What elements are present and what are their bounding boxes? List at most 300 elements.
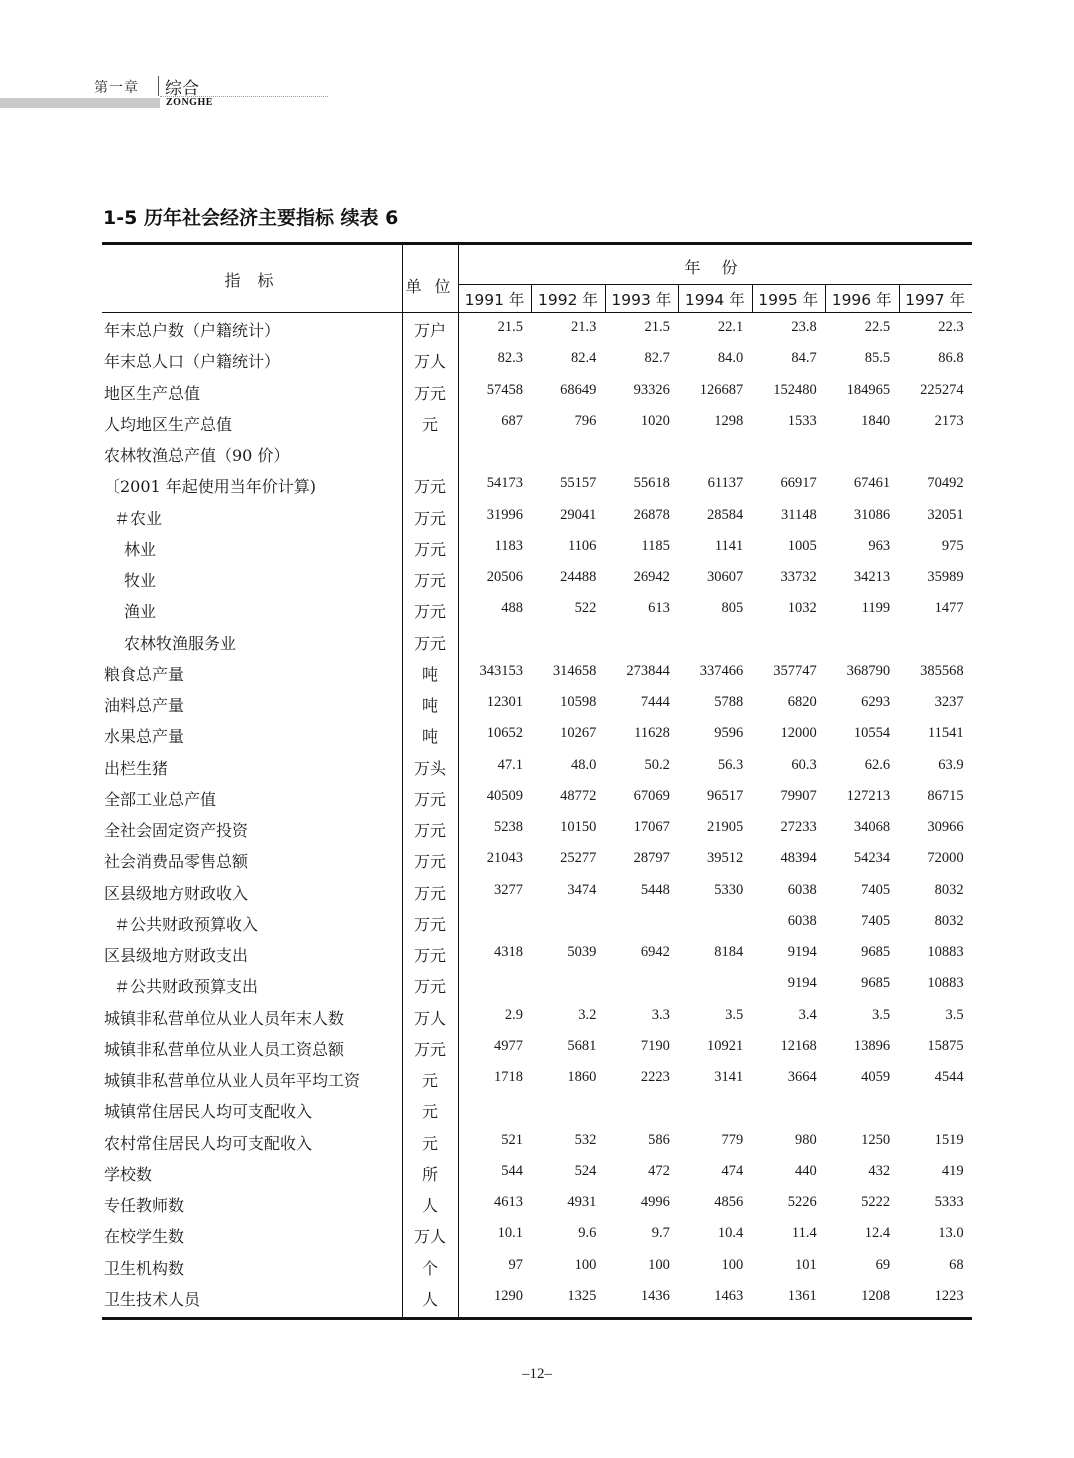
row-value: 6293 (861, 694, 891, 710)
row-value: 975 (941, 537, 964, 554)
row-unit: 万元 (413, 852, 446, 872)
row-value: 3.5 (945, 1006, 964, 1023)
row-value: 47.1 (497, 756, 523, 773)
table-row (102, 1282, 972, 1313)
row-value: 4931 (567, 1194, 597, 1210)
row-value: 10883 (927, 975, 964, 992)
row-unit: 万元 (413, 914, 446, 934)
row-indicator: 农林牧渔服务业 (124, 633, 237, 653)
row-value: 3277 (494, 881, 523, 898)
row-indicator: 年末总人口（户籍统计） (104, 352, 281, 372)
row-value: 532 (574, 1131, 597, 1148)
row-value: 613 (648, 600, 670, 617)
row-value: 5333 (934, 1194, 964, 1210)
row-indicator: ＃公共财政预算支出 (114, 977, 259, 997)
row-unit: 人 (421, 1289, 438, 1309)
table-row (102, 313, 972, 344)
row-value: 687 (501, 412, 523, 429)
row-value: 1199 (861, 600, 891, 617)
row-indicator: 区县级地方财政支出 (104, 946, 249, 965)
table-body (102, 313, 972, 1313)
row-value: 57458 (486, 381, 523, 398)
row-value: 6942 (640, 944, 670, 960)
row-value: 1477 (934, 600, 964, 617)
row-value: 79907 (780, 787, 817, 804)
row-unit: 元 (421, 1102, 438, 1122)
row-value: 6038 (787, 912, 817, 929)
row-unit: 吨 (421, 696, 438, 715)
row-value: 4544 (934, 1069, 964, 1085)
table-row (102, 1001, 972, 1032)
table-row (102, 594, 972, 625)
row-indicator: 〔2001 年起使用当年价计算) (104, 477, 317, 497)
row-value: 1208 (861, 1287, 891, 1304)
row-unit: 元 (421, 1133, 438, 1153)
row-value: 5330 (714, 881, 744, 898)
row-value: 22.3 (938, 319, 964, 335)
row-value: 97 (508, 1256, 523, 1273)
row-value: 85.5 (864, 350, 891, 367)
row-value: 524 (574, 1162, 597, 1179)
row-value: 2223 (640, 1069, 670, 1085)
year-header-cell: 1993 年 (611, 291, 672, 309)
row-value: 1361 (787, 1287, 817, 1304)
row-value: 24488 (560, 569, 597, 585)
row-value: 385568 (920, 662, 964, 679)
row-value: 60.3 (791, 756, 817, 773)
row-indicator: 卫生机构数 (104, 1258, 185, 1278)
row-value: 25277 (560, 850, 597, 867)
row-value: 3141 (714, 1069, 744, 1085)
row-value: 521 (501, 1131, 523, 1148)
row-value: 72000 (927, 850, 964, 867)
row-value: 5788 (714, 694, 744, 710)
row-value: 26942 (633, 569, 670, 585)
row-value: 9685 (861, 944, 891, 960)
row-value: 4613 (494, 1194, 523, 1210)
row-value: 66917 (780, 475, 817, 492)
row-value: 61137 (707, 475, 744, 492)
table-row (102, 501, 972, 532)
row-unit: 人 (421, 1196, 438, 1215)
row-indicator: ＃公共财政预算收入 (114, 914, 259, 934)
row-value: 127213 (846, 787, 891, 804)
row-value: 68 (949, 1256, 964, 1273)
row-indicator: 城镇非私营单位从业人员年末人数 (104, 1008, 345, 1028)
row-value: 55618 (633, 475, 670, 492)
row-value: 82.4 (571, 350, 597, 367)
row-value: 68649 (560, 381, 597, 398)
table-row (102, 813, 972, 844)
row-unit: 万人 (413, 1227, 446, 1247)
page-number: –12– (522, 1366, 552, 1382)
year-header-cell: 1996 年 (831, 291, 892, 309)
row-indicator: 油料总产量 (104, 696, 185, 715)
row-unit: 万元 (413, 539, 446, 559)
row-value: 27233 (780, 819, 817, 835)
row-value: 796 (574, 412, 597, 429)
row-value: 4059 (861, 1069, 891, 1085)
header-unit: 单 位 (405, 277, 455, 296)
row-unit: 万元 (413, 789, 446, 809)
row-unit: 万元 (413, 383, 446, 403)
table-row (102, 407, 972, 438)
year-divider (825, 284, 826, 312)
row-unit: 万元 (413, 508, 446, 528)
row-value: 22.5 (864, 319, 891, 335)
row-value: 7405 (861, 912, 891, 929)
row-value: 56.3 (717, 756, 744, 773)
row-indicator: 城镇非私营单位从业人员工资总额 (104, 1039, 345, 1059)
row-indicator: 牧业 (124, 571, 157, 590)
row-value: 8184 (714, 944, 744, 960)
year-header-cell: 1992 年 (537, 291, 598, 309)
row-value: 9596 (714, 725, 744, 742)
row-unit: 万户 (413, 321, 446, 340)
row-value: 34213 (853, 569, 891, 585)
row-value: 3.5 (725, 1006, 744, 1023)
row-value: 4318 (494, 944, 523, 960)
row-value: 1183 (494, 537, 523, 554)
table-title: 1-5 历年社会经济主要指标 续表 6 (103, 207, 399, 229)
year-divider (605, 284, 606, 312)
row-value: 29041 (560, 506, 597, 523)
table-row (102, 1126, 972, 1157)
table-row (102, 844, 972, 875)
row-value: 1463 (714, 1287, 744, 1304)
row-value: 1032 (787, 600, 817, 617)
row-indicator: ＃农业 (114, 508, 163, 528)
row-indicator: 社会消费品零售总额 (104, 852, 249, 872)
row-value: 10267 (560, 725, 597, 742)
row-indicator: 区县级地方财政收入 (104, 883, 249, 903)
row-unit: 万元 (413, 883, 446, 903)
row-indicator: 卫生技术人员 (104, 1289, 201, 1309)
year-header-cell: 1995 年 (758, 291, 819, 309)
row-value: 54173 (486, 475, 523, 492)
row-value: 101 (794, 1256, 817, 1273)
row-unit: 万元 (413, 1039, 446, 1059)
row-value: 357747 (773, 662, 817, 679)
row-unit: 万元 (413, 946, 446, 965)
row-unit: 吨 (421, 664, 438, 684)
row-value: 4996 (640, 1194, 670, 1210)
row-value: 7405 (861, 881, 891, 898)
row-value: 10652 (486, 725, 523, 742)
row-value: 10554 (853, 725, 891, 742)
row-value: 9.7 (651, 1225, 670, 1242)
row-value: 11541 (927, 725, 964, 742)
row-value: 3237 (934, 694, 964, 710)
row-value: 3.4 (798, 1006, 817, 1023)
row-value: 63.9 (938, 756, 964, 773)
table-row (102, 563, 972, 594)
row-indicator: 林业 (124, 539, 157, 559)
row-value: 3.5 (872, 1006, 891, 1023)
table-top-rule (102, 242, 972, 245)
row-value: 5039 (567, 944, 597, 960)
row-value: 6038 (787, 881, 817, 898)
year-divider (678, 284, 679, 312)
row-value: 1298 (714, 412, 744, 429)
row-value: 1519 (934, 1131, 964, 1148)
row-value: 273844 (626, 662, 670, 679)
row-value: 9194 (787, 975, 817, 992)
year-divider (899, 284, 900, 312)
chapter-badge: 第一章 (94, 80, 139, 96)
year-divider (531, 284, 532, 312)
row-value: 8032 (934, 912, 964, 929)
row-value: 96517 (707, 787, 744, 804)
row-unit: 万元 (413, 571, 446, 590)
header-separator (158, 76, 159, 96)
row-unit: 万元 (413, 821, 446, 840)
row-value: 67461 (853, 475, 891, 492)
row-value: 544 (501, 1162, 523, 1179)
row-value: 4977 (494, 1037, 523, 1054)
year-header-cell: 1997 年 (905, 291, 966, 309)
row-value: 3474 (567, 881, 597, 898)
year-header-rule (458, 284, 972, 285)
row-value: 82.7 (644, 350, 670, 367)
row-value: 31086 (853, 506, 891, 523)
row-value: 30607 (707, 569, 744, 585)
row-value: 1106 (567, 537, 597, 554)
row-value: 343153 (479, 662, 523, 679)
row-value: 26878 (633, 506, 670, 523)
row-indicator: 渔业 (124, 602, 157, 622)
row-unit: 万人 (413, 1008, 446, 1028)
row-value: 474 (721, 1162, 744, 1179)
row-unit: 元 (421, 414, 438, 434)
row-value: 32051 (927, 506, 964, 523)
row-value: 5226 (787, 1194, 817, 1210)
row-value: 5222 (861, 1194, 891, 1210)
table-row (102, 344, 972, 375)
row-value: 1860 (567, 1069, 597, 1085)
row-indicator: 农林牧渔总产值（90 价） (104, 446, 290, 465)
row-value: 28584 (707, 506, 744, 523)
row-unit: 万头 (413, 758, 446, 778)
row-indicator: 全社会固定资产投资 (104, 821, 249, 840)
row-value: 337466 (699, 662, 744, 679)
year-divider (752, 284, 753, 312)
table-row (102, 969, 972, 1000)
row-value: 12301 (486, 694, 523, 710)
row-value: 1436 (640, 1287, 670, 1304)
row-value: 368790 (846, 662, 891, 679)
row-value: 9685 (861, 975, 891, 992)
table-row (102, 657, 972, 688)
row-indicator: 粮食总产量 (104, 664, 185, 684)
row-value: 13896 (853, 1037, 891, 1054)
row-value: 980 (794, 1131, 817, 1148)
row-value: 100 (721, 1256, 744, 1273)
row-value: 5448 (640, 881, 670, 898)
table-row (102, 782, 972, 813)
row-value: 2173 (934, 412, 964, 429)
table-row (102, 938, 972, 969)
row-value: 31996 (486, 506, 523, 523)
row-value: 10921 (707, 1037, 744, 1054)
row-value: 21905 (707, 819, 744, 835)
table-row (102, 1157, 972, 1188)
row-value: 23.8 (791, 319, 817, 335)
row-value: 70492 (927, 475, 964, 492)
row-value: 472 (648, 1162, 670, 1179)
row-value: 779 (721, 1131, 744, 1148)
row-value: 522 (574, 600, 597, 617)
row-value: 100 (648, 1256, 670, 1273)
row-value: 67069 (633, 787, 670, 804)
row-indicator: 出栏生猪 (104, 758, 169, 778)
row-unit: 个 (421, 1258, 438, 1278)
row-value: 3.2 (578, 1006, 597, 1023)
table-row (102, 751, 972, 782)
row-value: 1020 (640, 412, 670, 429)
table-row (102, 376, 972, 407)
row-value: 21.3 (571, 319, 597, 335)
row-value: 1250 (861, 1131, 891, 1148)
row-indicator: 在校学生数 (104, 1227, 185, 1247)
row-value: 805 (721, 600, 744, 617)
header-year-group: 年 份 (684, 258, 746, 277)
row-unit: 万人 (413, 352, 446, 372)
table-row (102, 688, 972, 719)
row-value: 10.4 (717, 1225, 744, 1242)
row-value: 586 (648, 1131, 670, 1148)
row-value: 54234 (853, 850, 891, 867)
row-value: 48772 (560, 787, 597, 804)
row-value: 4856 (714, 1194, 744, 1210)
table-row (102, 1063, 972, 1094)
row-unit: 吨 (421, 727, 438, 747)
row-value: 17067 (633, 819, 670, 835)
row-unit: 万元 (413, 633, 446, 653)
year-header-cell: 1991 年 (464, 291, 525, 309)
row-indicator: 水果总产量 (104, 727, 185, 747)
row-value: 1185 (641, 537, 670, 554)
row-value: 1325 (567, 1287, 597, 1304)
table-row (102, 1188, 972, 1219)
row-value: 39512 (707, 850, 744, 867)
row-unit: 万元 (413, 602, 446, 622)
row-value: 12000 (780, 725, 817, 742)
row-value: 34068 (853, 819, 891, 835)
header-indicator: 指 标 (224, 271, 280, 290)
row-value: 225274 (920, 381, 964, 398)
row-value: 48394 (780, 850, 817, 867)
row-value: 7444 (640, 694, 670, 710)
row-value: 15875 (927, 1037, 964, 1054)
row-value: 21.5 (644, 319, 670, 335)
row-unit: 万元 (413, 977, 446, 997)
row-value: 21043 (486, 850, 523, 867)
table-row (102, 876, 972, 907)
row-value: 10598 (560, 694, 597, 710)
row-value: 1290 (494, 1287, 523, 1304)
row-value: 152480 (773, 381, 817, 398)
row-value: 440 (794, 1162, 817, 1179)
table-row (102, 1032, 972, 1063)
row-value: 9.6 (578, 1225, 597, 1242)
row-value: 1718 (494, 1069, 523, 1085)
row-unit: 所 (421, 1164, 438, 1184)
year-header-cell: 1994 年 (684, 291, 745, 309)
row-value: 84.0 (717, 350, 744, 367)
row-indicator: 城镇常住居民人均可支配收入 (104, 1102, 313, 1122)
row-value: 93326 (633, 381, 670, 398)
row-value: 126687 (699, 381, 744, 398)
row-value: 314658 (552, 662, 597, 679)
row-indicator: 人均地区生产总值 (104, 414, 233, 434)
row-value: 3.3 (651, 1006, 670, 1023)
row-value: 5238 (494, 819, 523, 835)
row-value: 1533 (787, 412, 817, 429)
row-value: 50.2 (644, 756, 670, 773)
table-row (102, 719, 972, 750)
row-value: 488 (501, 600, 523, 617)
header-accent-bar (0, 98, 160, 108)
table-row (102, 438, 972, 469)
row-value: 184965 (846, 381, 891, 398)
row-value: 40509 (486, 787, 523, 804)
row-value: 5681 (567, 1037, 597, 1054)
row-value: 33732 (780, 569, 817, 585)
row-value: 82.3 (497, 350, 523, 367)
row-value: 100 (574, 1256, 597, 1273)
row-indicator: 学校数 (104, 1164, 153, 1184)
row-value: 22.1 (717, 319, 744, 335)
row-value: 1005 (787, 537, 817, 554)
row-value: 48.0 (571, 756, 597, 773)
row-value: 30966 (927, 819, 964, 835)
table-row (102, 532, 972, 563)
row-value: 1223 (934, 1287, 964, 1304)
row-value: 35989 (927, 569, 964, 585)
table-bottom-rule (102, 1317, 972, 1320)
row-unit: 万元 (413, 477, 446, 497)
row-value: 10883 (927, 944, 964, 960)
row-value: 11628 (634, 725, 670, 742)
row-value: 28797 (633, 850, 670, 867)
row-indicator: 全部工业总产值 (104, 789, 217, 809)
row-value: 12.4 (864, 1225, 891, 1242)
row-value: 69 (875, 1256, 891, 1273)
row-value: 10150 (560, 819, 597, 835)
row-indicator: 城镇非私营单位从业人员年平均工资 (104, 1071, 361, 1090)
table-row (102, 626, 972, 657)
chapter-name: 综合 (165, 79, 199, 99)
table-row (102, 1219, 972, 1250)
row-value: 20506 (486, 569, 523, 585)
row-value: 3664 (787, 1069, 817, 1085)
row-value: 1141 (714, 537, 744, 554)
row-value: 11.4 (791, 1225, 817, 1242)
row-value: 9194 (787, 944, 817, 960)
row-unit: 元 (421, 1071, 438, 1090)
row-value: 6820 (787, 694, 817, 710)
row-indicator: 农村常住居民人均可支配收入 (104, 1133, 313, 1153)
row-value: 2.9 (504, 1006, 523, 1023)
row-value: 432 (868, 1162, 891, 1179)
table-row (102, 907, 972, 938)
row-value: 31148 (781, 506, 817, 523)
row-indicator: 专任教师数 (104, 1196, 185, 1215)
table-row (102, 1094, 972, 1125)
row-value: 1840 (861, 412, 891, 429)
chapter-pinyin: ZONGHE (166, 97, 213, 108)
